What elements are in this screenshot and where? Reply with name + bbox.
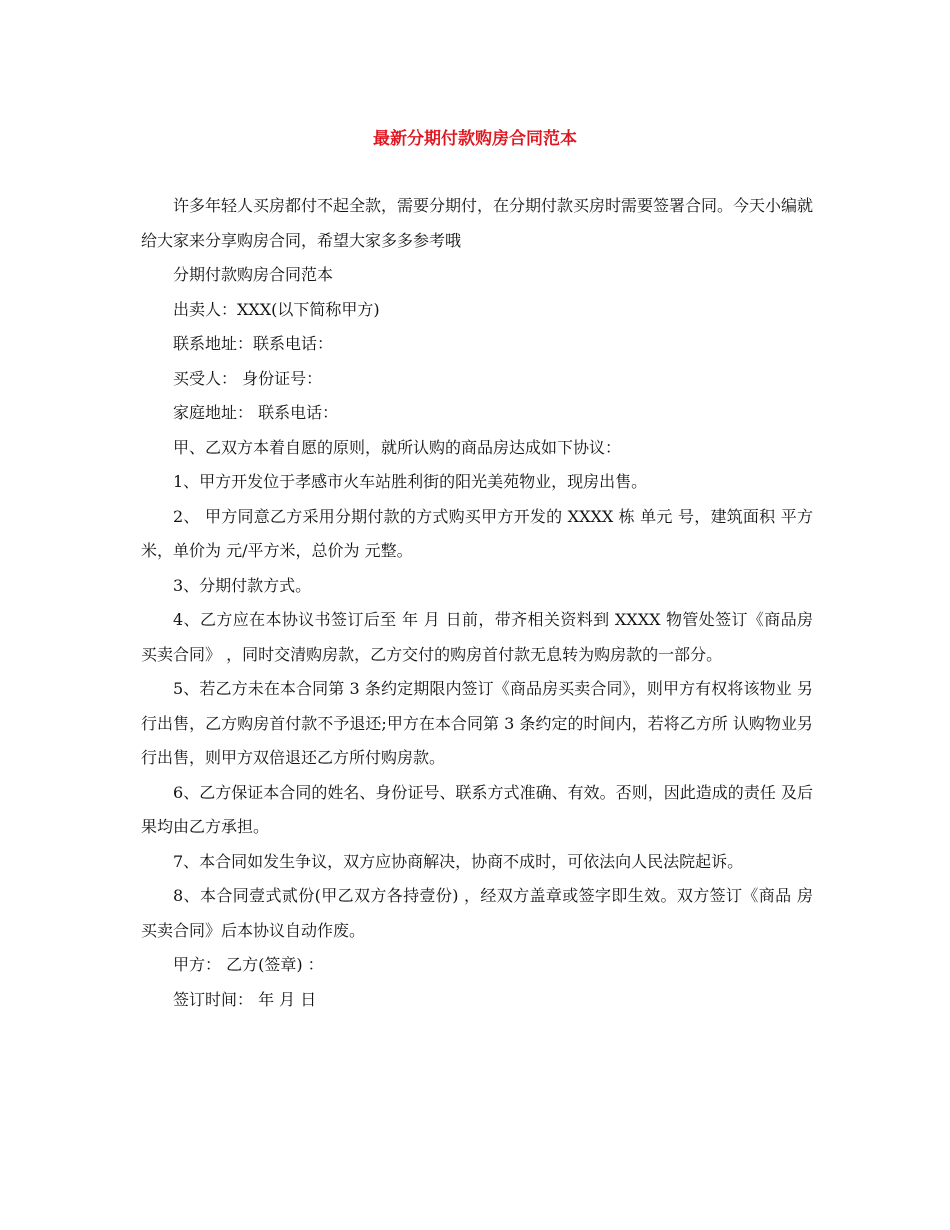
clause-8: 8、本合同壹式贰份(甲乙双方各持壹份) ，经双方盖章或签字即生效。双方签订《商品 房买卖合同》后本协议自动作废。 (141, 886, 813, 940)
clause-5: 5、若乙方未在本合同第 3 条约定期限内签订《商品房买卖合同》，则甲方有权将该物业 另行出售，乙方购房首付款不予退还;甲方在本合同第 3 条约定的时间内，若将乙方所 认购物业另行出售，则甲方双倍退还乙方所付购房款。 (141, 679, 813, 767)
clause-6: 6、乙方保证本合同的姓名、身份证号、联系方式准确、有效。否则，因此造成的责任 及后果均由乙方承担。 (141, 782, 813, 836)
clause-4: 4、乙方应在本协议书签订后至 年 月 日前，带齐相关资料到 XXXX 物管处签订《商品房买卖合同》 ，同时交清购房款，乙方交付的购房首付款无息转为购房款的一部分。 (141, 610, 813, 664)
buyer-line: 买受人： 身份证号： (173, 368, 323, 388)
document-body (141, 189, 813, 1017)
seller-line: 出卖人：XXX(以下简称甲方) (173, 299, 380, 319)
document-title: 最新分期付款购房合同范本 (373, 129, 577, 149)
clause-2: 2、 甲方同意乙方采用分期付款的方式购买甲方开发的 XXXX 栋 单元 号，建筑面积 平方米，单价为 元/平方米，总价为 元整。 (141, 506, 813, 560)
buyer-contact-line: 家庭地址： 联系电话： (173, 403, 339, 422)
signing-date-line: 签订时间： 年 月 日 (173, 989, 317, 1009)
intro-paragraph: 许多年轻人买房都付不起全款，需要分期付，在分期付款买房时需要签署合同。今天小编就给大家来分享购房合同，希望大家多多参考哦 (141, 196, 814, 250)
seller-contact-line: 联系地址：联系电话： (173, 334, 334, 353)
clause-7: 7、本合同如发生争议，双方应协商解决，协商不成时，可依法向人民法院起诉。 (173, 851, 744, 871)
agreement-preamble: 甲、乙双方本着自愿的原则，就所认购的商品房达成如下协议： (173, 437, 622, 457)
section-heading: 分期付款购房合同范本 (173, 265, 334, 284)
signature-line: 甲方： 乙方(签章) ： (173, 955, 324, 974)
clause-1: 1、甲方开发位于孝感市火车站胜利街的阳光美苑物业，现房出售。 (173, 472, 648, 491)
clause-3: 3、分期付款方式。 (173, 575, 312, 595)
